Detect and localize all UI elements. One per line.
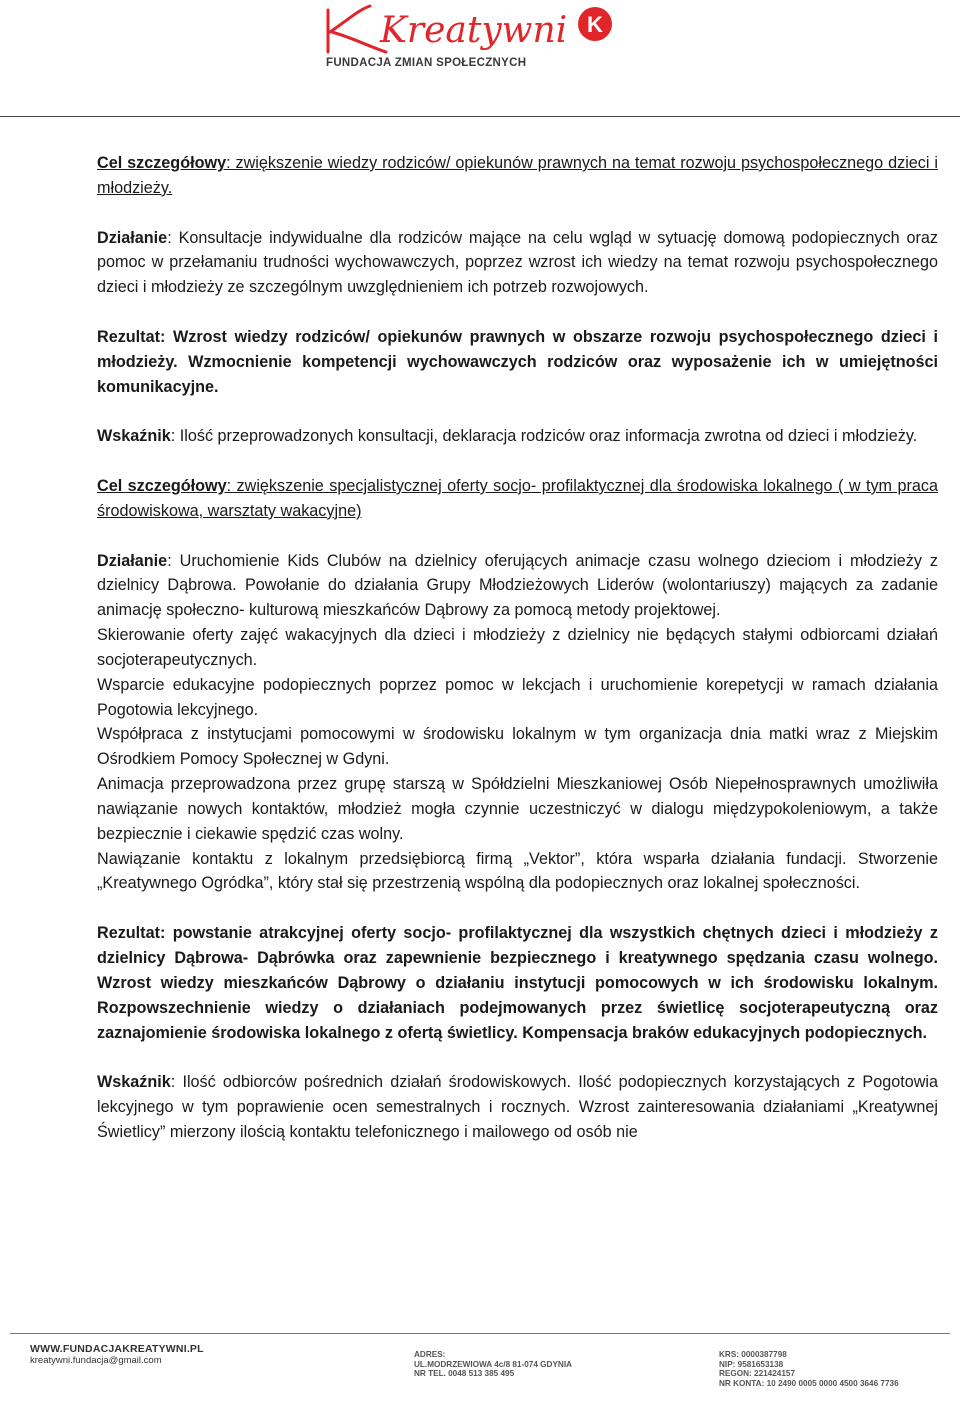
section1-result: [97, 325, 938, 400]
label-result: Rezultat: [97, 327, 160, 346]
result-text: : powstanie atrakcyjnej oferty socjo- profilaktycznej dla wszystkich chętnych dzieci i młodzieży z dzielnicy Dąbrowa- Dąbrówka oraz zapewnienie bezpiecznego i kreatywnego spędzania czasu wolnego. Wzrost wiedzy mieszkańców Dąbrowy o działaniu instytucji pomocowych w ich środowisku lokalnym. Rozpowszechnienie wiedzy o działaniach podejmowanych przez świetlicę socjoterapeutyczną oraz zaznajomienie środowiska lokalnego z ofertą świetlicy. Kompensacja braków edukacyjnych podopiecznych.: [97, 924, 938, 1042]
page-footer: [0, 1340, 960, 1407]
label-action: Działanie: [97, 228, 168, 247]
footer-contact: [30, 1344, 204, 1366]
website-link[interactable]: WWW.FUNDACJAKREATYWNI.PL: [30, 1343, 204, 1355]
section1-indicator: [97, 424, 938, 449]
label-indicator: Wskaźnik: [97, 427, 171, 446]
indicator-text: : Ilość przeprowadzonych konsultacji, deklaracja rodziców oraz informacja zwrotna od dzieci i młodzieży.: [170, 427, 918, 446]
section2-action: [97, 549, 938, 624]
footer-divider: [10, 1333, 950, 1334]
action-text: : Uruchomienie Kids Clubów na dzielnicy oferujących animacje czasu wolnego dzieciom i młodzieży z dzielnicy Dąbrowa. Powołanie do działania Grupy Młodzieżowych Liderów (wolontariuszy) mających za zadanie animację społeczno- kulturową mieszkańców Dąbrowy za pomocą metody projektowej.: [97, 551, 938, 620]
footer-registry: KRS: 0000387798 NIP: 9581653138 REGON: 221424157 NR KONTA: 10 2490 0005 0000 4500 3646 7736: [719, 1350, 899, 1388]
action-paragraph: Wsparcie edukacyjne podopiecznych poprzez pomoc w lekcjach i uruchomienie korepetycji w ramach działania Pogotowia lekcyjnego.: [97, 675, 938, 719]
document-body: [97, 151, 938, 1145]
label-goal: Cel szczegółowy: [97, 154, 227, 172]
section1-action: [97, 226, 938, 301]
footer-address: ADRES: UL.MODRZEWIOWA 4c/8 81-074 GDYNIA NR TEL. 0048 513 385 495: [414, 1350, 573, 1378]
indicator-text: : Ilość odbiorców pośrednich działań środowiskowych. Ilość podopiecznych korzystających z Pogotowia lekcyjnego w tym poprawienie ocen semestralnych i rocznych. Wzrost zainteresowania działaniami „Kreatywnej Świetlicy” mierzony ilością kontaktu telefonicznego i mailowego od osób nie: [97, 1073, 938, 1141]
action-paragraph: Współpraca z instytucjami pomocowymi w środowisku lokalnym w tym organizacja dnia matki wraz z Miejskim Ośrodkiem Pomocy Społecznej w Gdyni.: [97, 725, 938, 769]
email-link[interactable]: kreatywni.fundacja@gmail.com: [30, 1355, 162, 1366]
action-paragraph: Skierowanie oferty zajęć wakacyjnych dla dzieci i młodzieży z dzielnicy nie będących stałymi odbiorcami działań socjoterapeutycznych.: [97, 626, 938, 669]
svg-text:Kreatywni: Kreatywni: [380, 10, 568, 51]
action-text: : Konsultacje indywidualne dla rodziców mające na celu wgląd w sytuację domową podopiecznych oraz pomoc w przełamaniu trudności wychowawczych, poprzez wzrost ich wiedzy na temat rozwoju psychospołecznego dzieci i młodzieży ze szczególnym uwzględnieniem ich potrzeb rozwojowych.: [97, 228, 938, 297]
action-paragraph: Nawiązanie kontaktu z lokalnym przedsiębiorcą firmą „Vektor”, która wsparła działania fundacji. Stworzenie „Kreatywnego Ogródka”, który stał się przestrzenią wspólną dla podopiecznych oraz lokalnej społeczności.: [97, 849, 938, 893]
action-paragraph: Animacja przeprowadzona przez grupę starszą w Spółdzielni Mieszkaniowej Osób Niepełnosprawnych umożliwiła nawiązanie nowych kontaktów, młodzież mogła czynnie uczestniczyć w dialogu międzypokoleniowym, a także bezpiecznie i ciekawie spędzić czas wolny.: [97, 775, 938, 843]
header-divider: [0, 116, 960, 117]
goal-text: zwiększenie wiedzy rodziców/ opiekunów prawnych na temat rozwoju psychospołecznego dzieci i młodzieży.: [97, 154, 939, 197]
label-indicator: Wskaźnik: [97, 1073, 171, 1092]
label-action: Działanie: [97, 551, 168, 570]
label-result: Rezultat: [97, 924, 160, 943]
goal-text: : zwiększenie specjalistycznej oferty socjo- profilaktycznej dla środowiska lokalnego ( w tym praca środowiskowa, warsztaty wakacyjne): [97, 476, 938, 520]
result-text: : Wzrost wiedzy rodziców/ opiekunów prawnych w obszarze rozwoju psychospołecznego dzieci i młodzieży. Wzmocnienie kompetencji wychowawczych rodziców oraz wyposażenie ich w umiejętności komunikacyjne.: [97, 327, 938, 396]
label-goal: Cel szczegółowy: [97, 476, 227, 495]
svg-text:K: K: [587, 12, 603, 37]
page-header: [0, 0, 960, 118]
kreatywni-logo: [318, 2, 618, 58]
section2-result: [97, 921, 938, 1045]
section1-goal: Cel szczegółowy: zwiększenie wiedzy rodziców/ opiekunów prawnych na temat rozwoju psychospołecznego dzieci i młodzieży.: [97, 154, 939, 197]
foundation-subtitle: FUNDACJA ZMIAN SPOŁECZNYCH: [326, 57, 527, 69]
section2-goal: [97, 474, 938, 524]
section2-indicator: [97, 1070, 938, 1145]
